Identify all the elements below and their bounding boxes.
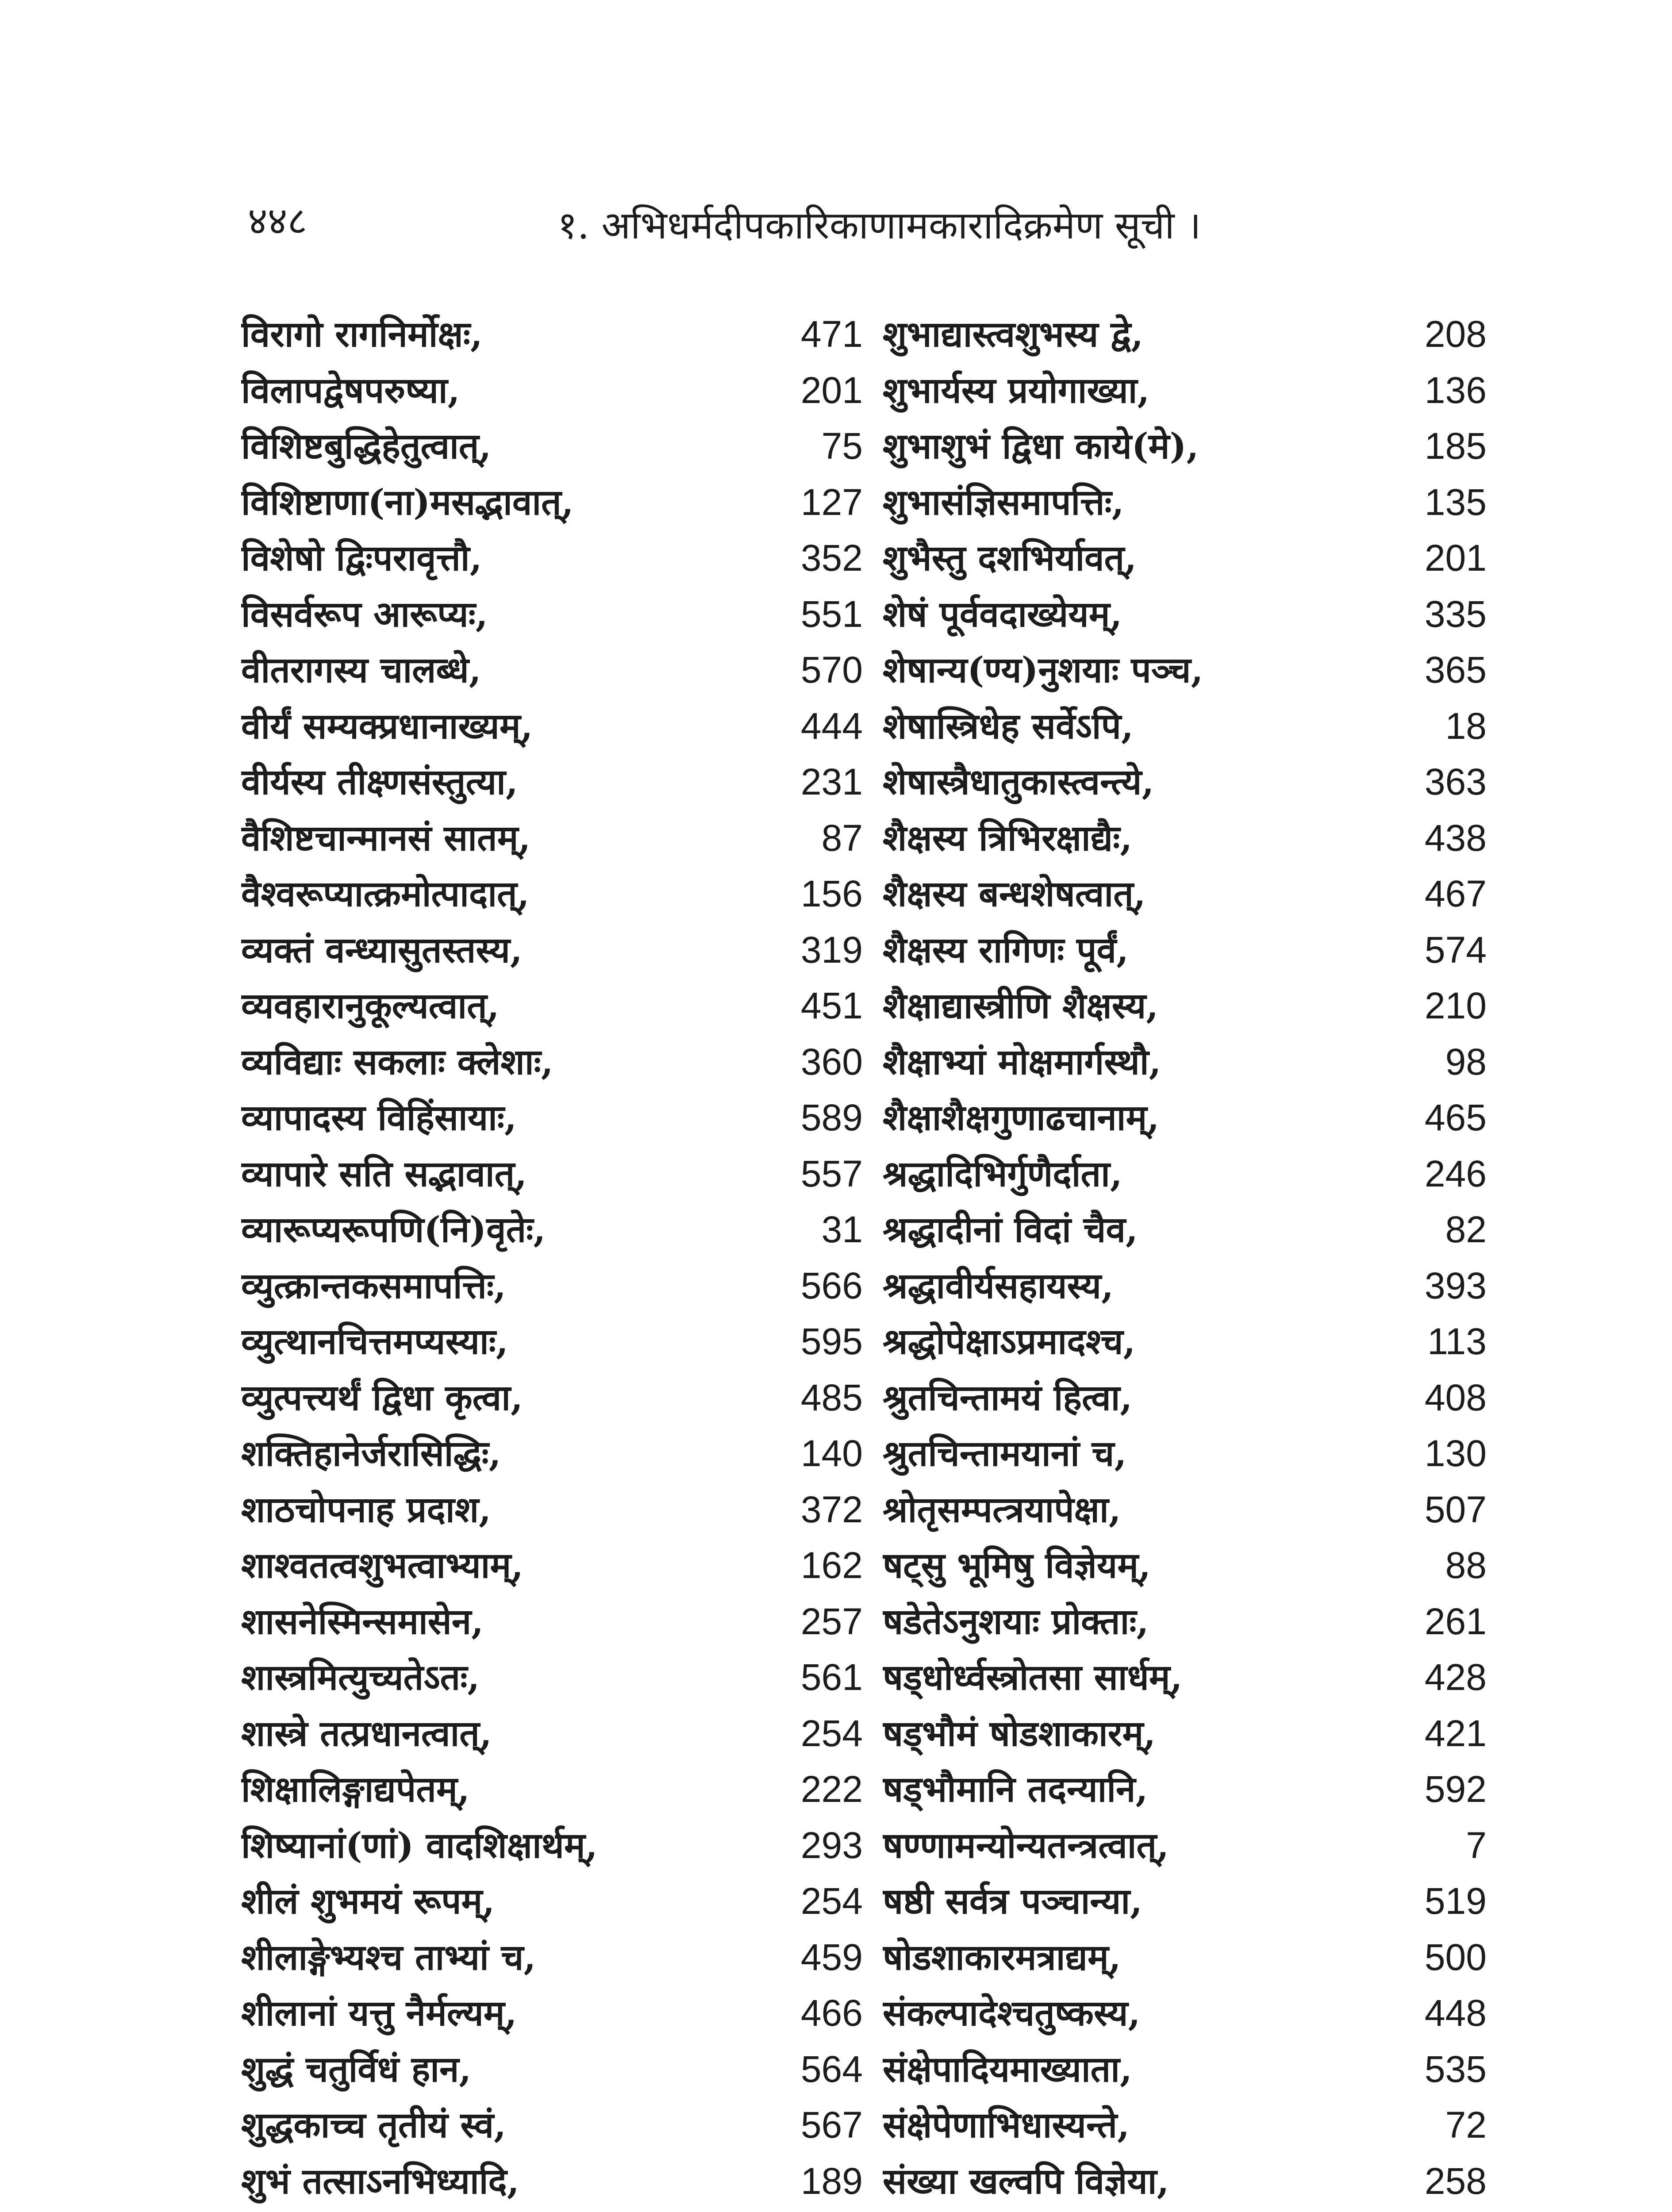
index-row <box>0 1709 1672 1765</box>
index-row <box>0 2045 1672 2101</box>
right-entry-text: शैक्षस्य रागिणः पूर्वं, <box>883 929 1129 971</box>
index-row <box>0 2157 1672 2212</box>
right-entry-page: 7 <box>1466 1824 1487 1866</box>
right-entry-text: शेषान्य(ण्य)नुशयाः पञ्च, <box>883 649 1203 691</box>
right-entry-text: शेषास्त्रैधातुकास्त्वन्त्ये, <box>883 761 1154 803</box>
left-entry-text: शास्त्रमित्युच्यतेऽतः, <box>241 1656 480 1698</box>
left-entry-page: 201 <box>800 369 863 411</box>
right-entry-page: 136 <box>1424 369 1487 411</box>
index-row <box>0 1765 1672 1821</box>
left-entry-text: व्यक्तं वन्ध्यासुतस्तस्य, <box>241 929 523 971</box>
index-row <box>0 1653 1672 1709</box>
right-entry-text: शैक्षाशैक्षगुणाढचानाम्, <box>883 1097 1160 1138</box>
right-entry-text: षण्णामन्योन्यतन्त्रत्वात्, <box>883 1824 1169 1866</box>
right-entry-text: षड्भौमं षोडशाकारम्, <box>883 1712 1156 1754</box>
left-entry-page: 75 <box>821 425 863 467</box>
left-entry-text: शासनेस्मिन्समासेन, <box>241 1600 484 1642</box>
right-entry-page: 500 <box>1424 1936 1487 1978</box>
left-entry-text: शीलानां यत्तु नैर्मल्यम्, <box>241 1992 517 2034</box>
left-entry-page: 360 <box>800 1041 863 1083</box>
left-entry-text: विसर्वरूप आरूप्यः, <box>241 593 488 635</box>
index-row <box>0 1037 1672 1094</box>
right-entry-page: 335 <box>1424 593 1487 635</box>
left-entry-text: शाठचोपनाह प्रदाश, <box>241 1488 491 1530</box>
left-entry-page: 254 <box>800 1880 863 1922</box>
left-entry-page: 87 <box>821 817 863 859</box>
right-entry-page: 208 <box>1424 313 1487 355</box>
left-entry-page: 352 <box>800 537 863 579</box>
index-row <box>0 1933 1672 1989</box>
left-entry-page: 444 <box>800 705 863 747</box>
right-entry-page: 210 <box>1424 985 1487 1026</box>
right-entry-page: 428 <box>1424 1656 1487 1698</box>
right-entry-text: शैक्षस्य त्रिभिरक्षाद्यैः, <box>883 817 1133 859</box>
right-entry-text: शैक्षस्य बन्धशेषत्वात्, <box>883 873 1146 914</box>
page-number: ४४८ <box>248 199 307 243</box>
left-entry-page: 189 <box>800 2160 863 2202</box>
left-entry-page: 551 <box>800 593 863 635</box>
left-entry-page: 140 <box>800 1432 863 1474</box>
right-entry-text: षड्धोर्ध्वस्त्रोतसा सार्धम्, <box>883 1656 1183 1698</box>
right-entry-page: 261 <box>1424 1600 1487 1642</box>
left-entry-page: 254 <box>800 1712 863 1754</box>
index-row <box>0 422 1672 478</box>
right-entry-text: शुभैस्तु दशभिर्यावत्, <box>883 537 1137 579</box>
right-entry-page: 574 <box>1424 929 1487 971</box>
index-row <box>0 926 1672 982</box>
left-entry-page: 557 <box>800 1152 863 1194</box>
index-row <box>0 310 1672 366</box>
left-entry-text: व्यापारे सति सद्भावात्, <box>241 1152 527 1194</box>
index-row <box>0 1821 1672 1877</box>
right-entry-text: षडेतेऽनुशयाः प्रोक्ताः, <box>883 1600 1149 1642</box>
right-entry-page: 592 <box>1424 1768 1487 1810</box>
left-entry-page: 31 <box>821 1209 863 1250</box>
right-entry-text: षड्भौमानि तदन्यानि, <box>883 1768 1148 1810</box>
left-entry-text: शीलं शुभमयं रूपम्, <box>241 1880 495 1922</box>
left-entry-text: वीर्यस्य तीक्ष्णसंस्तुत्या, <box>241 761 518 803</box>
right-entry-page: 246 <box>1424 1152 1487 1194</box>
right-entry-text: शैक्षाद्यास्त्रीणि शैक्षस्य, <box>883 985 1159 1026</box>
left-entry-page: 566 <box>800 1264 863 1306</box>
right-entry-text: षष्ठी सर्वत्र पञ्चान्या, <box>883 1880 1142 1922</box>
index-row <box>0 1373 1672 1429</box>
index-row <box>0 702 1672 758</box>
index-row <box>0 981 1672 1037</box>
right-entry-page: 363 <box>1424 761 1487 803</box>
right-entry-page: 465 <box>1424 1097 1487 1138</box>
index-row <box>0 1205 1672 1261</box>
index-row <box>0 1149 1672 1206</box>
right-entry-text: श्रुतचिन्तामयं हित्वा, <box>883 1376 1133 1418</box>
left-entry-page: 127 <box>800 481 863 523</box>
left-entry-text: वैशिष्टचान्मानसं सातम्, <box>241 817 531 859</box>
left-entry-page: 561 <box>800 1656 863 1698</box>
running-title: १. अभिधर्मदीपकारिकाणामकारादिक्रमेण सूची । <box>557 204 1201 248</box>
right-entry-text: श्रद्धावीर्यसहायस्य, <box>883 1264 1114 1306</box>
left-entry-page: 451 <box>800 985 863 1026</box>
left-entry-page: 595 <box>800 1321 863 1362</box>
left-entry-text: शुभं तत्साऽनभिध्यादि, <box>241 2160 519 2202</box>
left-entry-text: शीलाङ्गेभ्यश्च ताभ्यां च, <box>241 1936 536 1978</box>
left-entry-page: 570 <box>800 649 863 691</box>
left-entry-text: शिष्यानां(णां) वादशिक्षार्थम्, <box>241 1824 598 1866</box>
right-entry-page: 201 <box>1424 537 1487 579</box>
left-entry-text: व्यविद्याः सकलाः क्लेशाः, <box>241 1041 553 1083</box>
left-entry-text: वीर्यं सम्यक्प्रधानाख्यम्, <box>241 705 533 747</box>
index-row <box>0 2101 1672 2157</box>
index-row <box>0 1597 1672 1653</box>
right-entry-text: शेषास्त्रिधेह सर्वेऽपि, <box>883 705 1134 747</box>
left-entry-page: 231 <box>800 761 863 803</box>
index-row <box>0 1261 1672 1317</box>
right-entry-page: 421 <box>1424 1712 1487 1754</box>
left-entry-text: शिक्षालिङ्गाद्यपेतम्, <box>241 1768 470 1810</box>
left-entry-page: 319 <box>800 929 863 971</box>
right-entry-text: शुभार्यस्य प्रयोगाख्या, <box>883 369 1150 411</box>
right-entry-text: श्रोतृसम्पत्त्रयापेक्षा, <box>883 1488 1121 1530</box>
right-entry-text: शुभाशुभं द्विधा काये(मे), <box>883 425 1199 467</box>
left-entry-page: 372 <box>800 1488 863 1530</box>
right-entry-page: 130 <box>1424 1432 1487 1474</box>
left-entry-text: शक्तिहानेर्जरासिद्धिः, <box>241 1432 501 1474</box>
right-entry-text: शुभासंज्ञिसमापत्तिः, <box>883 481 1124 523</box>
left-entry-page: 459 <box>800 1936 863 1978</box>
left-entry-page: 293 <box>800 1824 863 1866</box>
left-entry-text: व्युत्पत्त्यर्थं द्विधा कृत्वा, <box>241 1376 523 1418</box>
right-entry-page: 535 <box>1424 2048 1487 2090</box>
left-entry-text: व्युत्थानचित्तमप्यस्याः, <box>241 1321 508 1362</box>
left-entry-text: वीतरागस्य चालब्धे, <box>241 649 481 691</box>
left-entry-text: शुद्धं चतुर्विधं हान, <box>241 2048 472 2090</box>
right-entry-page: 88 <box>1445 1544 1487 1586</box>
right-entry-page: 408 <box>1424 1376 1487 1418</box>
left-entry-text: शास्त्रे तत्प्रधानत्वात्, <box>241 1712 492 1754</box>
index-row <box>0 757 1672 814</box>
right-entry-text: श्रद्धादीनां विदां चैव, <box>883 1209 1138 1250</box>
index-row <box>0 590 1672 646</box>
index-row <box>0 869 1672 926</box>
left-entry-text: वैश्वरूप्यात्क्रमोत्पादात्, <box>241 873 530 914</box>
right-entry-page: 438 <box>1424 817 1487 859</box>
index-row <box>0 814 1672 870</box>
right-entry-text: संक्षेपेणाभिधास्यन्ते, <box>883 2104 1130 2146</box>
right-entry-page: 135 <box>1424 481 1487 523</box>
right-entry-text: श्रद्धादिभिर्गुणैर्दाता, <box>883 1152 1122 1194</box>
right-entry-page: 18 <box>1445 705 1487 747</box>
right-entry-text: श्रुतचिन्तामयानां च, <box>883 1432 1127 1474</box>
left-entry-page: 471 <box>800 313 863 355</box>
right-entry-page: 258 <box>1424 2160 1487 2202</box>
left-entry-page: 257 <box>800 1600 863 1642</box>
index-row <box>0 478 1672 534</box>
index-row <box>0 645 1672 702</box>
right-entry-page: 519 <box>1424 1880 1487 1922</box>
right-entry-text: श्रद्धोपेक्षाऽप्रमादश्च, <box>883 1321 1136 1362</box>
right-entry-page: 185 <box>1424 425 1487 467</box>
left-entry-page: 466 <box>800 1992 863 2034</box>
left-entry-text: व्यापादस्य विहिंसायाः, <box>241 1097 517 1138</box>
page-header <box>0 195 1672 257</box>
right-entry-text: षट्सु भूमिषु विज्ञेयम्, <box>883 1544 1151 1586</box>
left-entry-text: शुद्धकाच्च तृतीयं स्वं, <box>241 2104 506 2146</box>
right-entry-page: 82 <box>1445 1209 1487 1250</box>
index-row <box>0 1541 1672 1597</box>
right-entry-text: षोडशाकारमत्राद्यम्, <box>883 1936 1121 1978</box>
left-entry-text: व्युत्क्रान्तकसमापत्तिः, <box>241 1264 506 1306</box>
left-entry-page: 485 <box>800 1376 863 1418</box>
right-entry-page: 98 <box>1445 1041 1487 1083</box>
right-entry-page: 365 <box>1424 649 1487 691</box>
left-entry-text: विशिष्टबुद्धिहेतुत्वात्, <box>241 425 492 467</box>
left-entry-text: विरागो रागनिर्मोक्षः, <box>241 313 483 355</box>
index-row <box>0 1093 1672 1149</box>
index-row <box>0 1317 1672 1373</box>
left-entry-text: शाश्वतत्वशुभत्वाभ्याम्, <box>241 1544 524 1586</box>
left-entry-text: विशेषो द्विःपरावृत्तौ, <box>241 537 482 579</box>
right-entry-page: 448 <box>1424 1992 1487 2034</box>
index-row <box>0 1877 1672 1933</box>
right-entry-text: संक्षेपादियमाख्याता, <box>883 2048 1132 2090</box>
index-row <box>0 1485 1672 1541</box>
left-entry-text: विशिष्टाणा(ना)मसद्भावात्, <box>241 481 574 523</box>
left-entry-page: 589 <box>800 1097 863 1138</box>
left-entry-page: 222 <box>800 1768 863 1810</box>
left-entry-page: 567 <box>800 2104 863 2146</box>
right-entry-text: शुभाद्यास्त्वशुभस्य द्वे, <box>883 313 1144 355</box>
right-entry-text: संकल्पादेश्चतुष्कस्य, <box>883 1992 1141 2034</box>
index-table <box>0 310 1672 2212</box>
right-entry-page: 113 <box>1427 1321 1487 1362</box>
left-entry-text: व्यवहारानुकूल्यत्वात्, <box>241 985 500 1026</box>
left-entry-text: विलापद्वेषपरुष्या, <box>241 369 460 411</box>
index-row <box>0 534 1672 590</box>
right-entry-page: 393 <box>1424 1264 1487 1306</box>
index-row <box>0 1989 1672 2045</box>
right-entry-page: 467 <box>1424 873 1487 914</box>
index-row <box>0 1429 1672 1485</box>
left-entry-text: व्यारूप्यरूपणि(नि)वृतेः, <box>241 1209 546 1250</box>
left-entry-page: 162 <box>800 1544 863 1586</box>
left-entry-page: 564 <box>800 2048 863 2090</box>
right-entry-text: शेषं पूर्ववदाख्येयम्, <box>883 593 1122 635</box>
right-entry-text: संख्या खल्वपि विज्ञेया, <box>883 2160 1169 2202</box>
right-entry-text: शैक्षाभ्यां मोक्षमार्गस्थौ, <box>883 1041 1161 1083</box>
left-entry-page: 156 <box>800 873 863 914</box>
right-entry-page: 507 <box>1424 1488 1487 1530</box>
right-entry-page: 72 <box>1445 2104 1487 2146</box>
index-row <box>0 366 1672 422</box>
